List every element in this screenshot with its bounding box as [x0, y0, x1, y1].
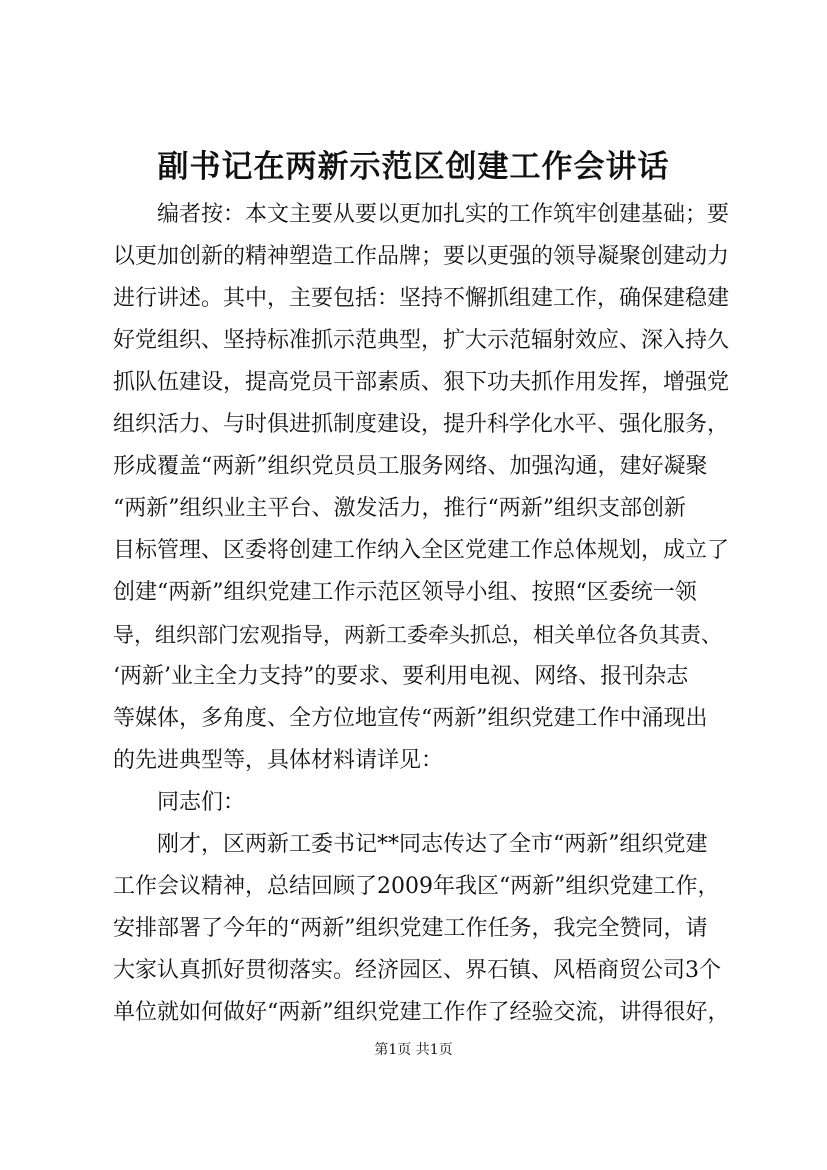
paragraph-line: 目标管理、区委将创建工作纳入全区党建工作总体规划，成立了: [113, 538, 730, 563]
greeting-line: 同志们：: [113, 790, 246, 815]
paragraph-line: 的先进典型等，具体材料请详见：: [113, 748, 444, 773]
paragraph-line: 形成覆盖“两新”组织党员员工服务网络、加强沟通，建好凝聚: [113, 454, 708, 479]
paragraph-line: 以更加创新的精神塑造工作品牌；要以更强的领导凝聚创建动力: [113, 244, 730, 269]
paragraph-line: 抓队伍建设，提高党员干部素质、狠下功夫抓作用发挥，增强党: [113, 370, 730, 395]
paragraph-line: 导，组织部门宏观指导，两新工委牵头抓总，相关单位各负其责、: [113, 623, 722, 647]
paragraph-line: 创建“两新”组织党建工作示范区领导小组、按照“区委统一领: [113, 580, 697, 605]
paragraph-line: 等媒体，多角度、全方位地宣传“两新”组织党建工作中涌现出: [113, 706, 708, 731]
paragraph-line: 组织活力、与时俱进抓制度建设，提升科学化水平、强化服务，: [113, 412, 730, 437]
paragraph-line: 工作会议精神，总结回顾了2009年我区“两新”组织党建工作，: [113, 874, 720, 899]
paragraph-line: “两新”组织业主平台、激发活力，推行“两新”组织支部创新: [113, 496, 686, 521]
paragraph-line: ‘两新’业主全力支持”的要求、要利用电视、网络、报刊杂志: [113, 664, 689, 689]
document-title: 副书记在两新示范区创建工作会讲话: [157, 149, 670, 185]
paragraph-line: 大家认真抓好贯彻落实。经济园区、界石镇、风梧商贸公司3个: [113, 958, 721, 983]
document-body: [113, 194, 733, 1034]
page-number-footer: 第1页 共1页: [374, 1042, 453, 1058]
paragraph-line: 进行讲述。其中，主要包括：坚持不懈抓组建工作，确保建稳建: [113, 286, 730, 311]
paragraph-line: 编者按：本文主要从要以更加扎实的工作筑牢创建基础；要: [113, 202, 730, 227]
paragraph-line: 安排部署了今年的“两新”组织党建工作任务，我完全赞同，请: [113, 916, 708, 941]
paragraph-line: 刚才，区两新工委书记**同志传达了全市“两新”组织党建: [113, 832, 708, 857]
paragraph-line: 单位就如何做好“两新”组织党建工作作了经验交流，讲得很好，: [113, 1000, 730, 1025]
paragraph-line: 好党组织、坚持标准抓示范典型，扩大示范辐射效应、深入持久: [113, 328, 730, 353]
